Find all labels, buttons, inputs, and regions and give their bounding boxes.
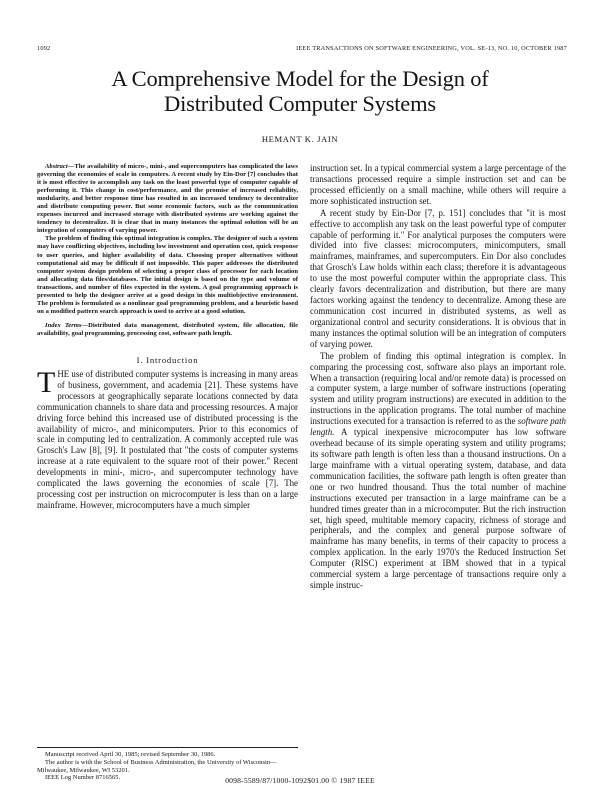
right-paragraph-2: A recent study by Ein-Dor [7, p. 151] concludes that "it is most effective to accomplish any task on the least powerful type of computer capable of performing it." For analytical purposes the computers were divided into five classes: microcomputers, minicomputers, small mainframes, mainframes, and supercomputers. Ein Dor also concludes that Grosch's Law holds within each class; therefore it is advantageous to use the most powerful computer within the appropriate class. This clearly favors decentralization and distribution, but there are many factors working against the tendency to decentralize. Among these are communication cost incurred in distributed systems, as well as organizational control and security considerations. It is obvious that in many instances the optimal solution will be an integration of computers of varying power. <box>310 207 566 349</box>
intro-text-1: HE use of distributed computer systems is increasing in many areas of business, government, and academia [21]. These systems have processors at geographically separate locations connected by data communication channels to share data and processing resources. A major driving force behind this increased use of distributed processing is the availability of micro-, and minicomputers. Prior to this economics of scale in computing led to centralization. A commonly accepted rule was Grosch's Law [8], [9]. It postulated that "the costs of computer systems increase at a rate equivalent to the square root of their power." Recent developments in mini-, micro-, and supercomputer technology have complicated the laws governing the economies of scale [7]. The processing cost per instruction on microcomputer is less than on a large mainframe. However, microcomputers have a much simpler <box>37 368 298 510</box>
index-terms <box>37 322 298 338</box>
footnote-manuscript: Manuscript received April 30, 1985; revised September 30, 1986. <box>45 751 216 758</box>
right-paragraph-1: instruction set. In a typical commercial system a large percentage of the transactions processed require a simple instruction set and can be processed efficiently on a small machine, while others will require a more sophisticated instruction set. <box>310 163 566 206</box>
section-heading-introduction: I. Introduction <box>136 354 199 365</box>
index-terms-text: Distributed data management, distributed system, file allocation, file availability, goal programming, processing cost, software path length. <box>37 321 299 337</box>
running-header <box>37 45 567 52</box>
journal-name: IEEE TRANSACTIONS ON SOFTWARE ENGINEERING, VOL. SE-13, NO. 10, OCTOBER 1987 <box>296 45 567 52</box>
intro-paragraph-1 <box>37 365 298 511</box>
index-terms-lead: Index Terms— <box>45 321 89 329</box>
copyright-line: 0098-5589/87/1000-1092$01.00 © 1987 IEEE <box>225 776 375 785</box>
footnote-log-number: IEEE Log Number 8716565. <box>45 774 121 782</box>
author-name: HEMANT K. JAIN <box>261 134 339 144</box>
right-text-3a: The problem of finding this optimal integration is complex. In comparing the processing cost, software also plays an important role. When a transaction (requiring local and/or remote data) is processed on a computer system, a large number of software instructions (operating system and utility program instructions) are executed in addition to the instructions in the application programs. The total number of machine instructions executed for a transaction is referred to as the <box>310 350 566 427</box>
page-number: 1092 <box>37 45 51 52</box>
abstract-text-1: The availability of micro-, mini-, and supercomputers has complicated the laws governing the economies of scale in computers. A recent study by Ein-Dor [7] concludes that it is most effective to accomplish any task on the least powerful type of computer capable of performing it. This change in cost/performance, and the promise of increased reliability, modularity, and better response time has resulted in an increased tendency to decentralize and distribute computing power. But some economic factors, such as the communication expenses incurred and increased storage with distributed systems are working against the tendency to decentralize. It is clear that in many instances the optimal solution will be an integration of computers of varying power. <box>37 163 298 235</box>
right-text-3b: A typical inexpensive microcomputer has low software overhead because of its simple operating system and utility programs; its software path length is often less than a thousand instructions. On a large mainframe with a virtual operating system, database, and data communication facilities, the software path length is often greater than one or two hundred thousand. Thus the total number of machine instructions executed per transaction in a large mainframe can be a hundred times greater than in a microcomputer. But the rich instruction set, high speed, multitable memory capacity, richness of storage and peripherals, and the complex and general purpose software of mainframe has many benefits, in terms of their capacity to process a complex application. In the early 1970's the Reduced Instruction Set Computer (RISC) experiment at IBM showed that in a typical commercial system a large percentage of transactions require only a simple instruc- <box>310 427 566 591</box>
abstract-paragraph-1 <box>37 163 298 235</box>
software-path-length-term: software path length. <box>310 416 566 438</box>
right-column <box>310 163 566 591</box>
footnote-affiliation: The author is with the School of Business Administration, the University of Wisconsin—Milwaukee, Milwaukee, WI 53201. <box>37 758 277 774</box>
abstract-lead: Abstract— <box>45 163 75 170</box>
drop-cap: T <box>37 365 56 399</box>
title-line-1: A Comprehensive Model for the Design of <box>111 66 489 91</box>
abstract-paragraph-2: The problem of finding this optimal integration is complex. The designer of such a system may have conflicting objectives, including low investment and operation cost, quick response to user queries, and higher availability of data. Choosing proper alternatives without computational aid may be difficult if not impossible. This paper addresses the distributed computer system design problem of selecting a proper class of processor for each location and allocating data files/databases. The initial design is based on the type and volume of transactions, and number of files expected in the system. A goal programming approach is presented to help the designer arrive at a good design in this multiobjective environment. The problem is formulated as a nonlinear goal programming problem, and a heuristic based on a modified pattern search approach is used to arrive at a good solution. <box>37 235 298 315</box>
left-column <box>37 163 298 511</box>
right-paragraph-3 <box>310 351 566 591</box>
paper-title <box>0 66 600 116</box>
title-line-2: Distributed Computer Systems <box>164 91 436 116</box>
